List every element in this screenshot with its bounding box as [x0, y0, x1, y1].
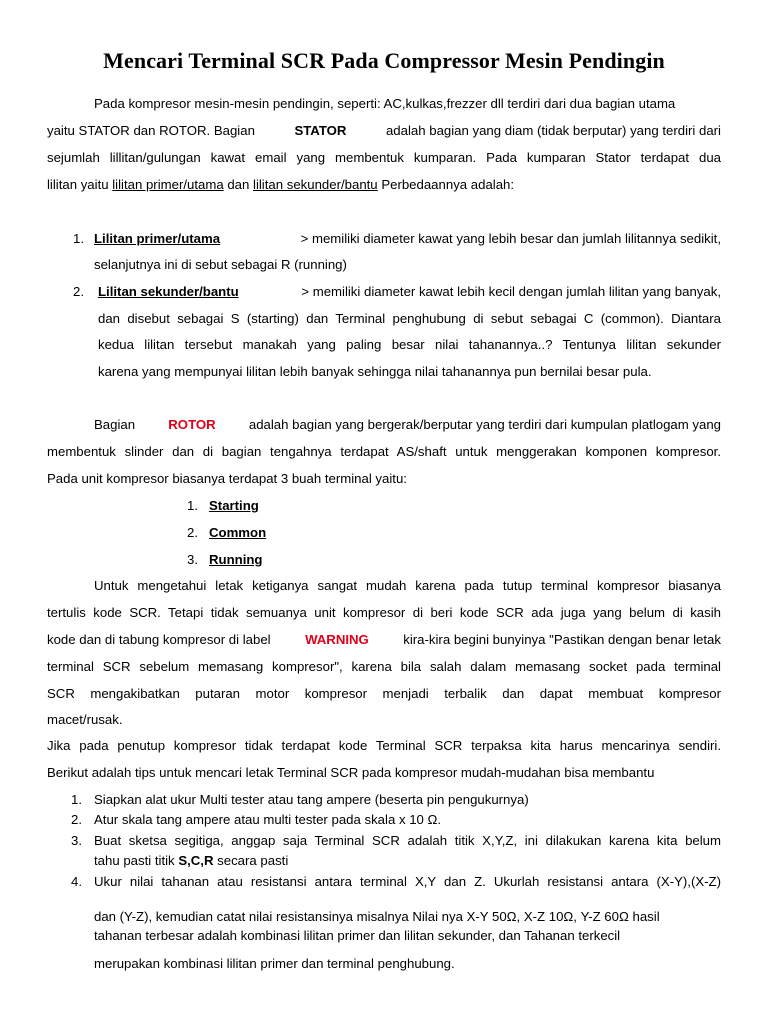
- step-4-line-4: merupakan kombinasi lilitan primer dan terminal penghubung.: [94, 956, 455, 971]
- document-title: Mencari Terminal SCR Pada Compressor Mesin Pendingin: [103, 48, 665, 73]
- winding-2-term: Lilitan sekunder/bantu: [98, 284, 239, 299]
- step-3-number: 3.: [71, 833, 82, 848]
- para3-line-6: macet/rusak.: [47, 712, 123, 727]
- step-4-number: 4.: [71, 874, 82, 889]
- rotor-line-3: Pada unit kompresor biasanya terdapat 3 buah terminal yaitu:: [47, 471, 407, 486]
- para3-line-4: terminal SCR sebelum memasang kompresor", karena bila salah dalam memasang socket pada terminal: [47, 659, 721, 674]
- step-3-line-1: Buat sketsa segitiga, anggap saja Terminal SCR adalah titik X,Y,Z, ini dilakukan karena kita belum: [94, 833, 721, 848]
- winding-2-line-3: kedua lilitan tersebut manakah yang paling besar nilai tahanannya..? Tentunya lilitan sekunder: [98, 337, 721, 352]
- rotor-term: ROTOR: [168, 417, 216, 432]
- winding-2-text: > memiliki diameter kawat lebih kecil dengan jumlah lilitan yang banyak,: [301, 284, 721, 299]
- winding-1-number: 1.: [73, 231, 84, 246]
- intro-line-2: [47, 123, 721, 138]
- primary-winding-link: lilitan primer/utama: [112, 177, 224, 192]
- winding-2-number: 2.: [73, 284, 84, 299]
- intro-line-4: [47, 177, 514, 192]
- winding-1-line-2: selanjutnya ini di sebut sebagai R (running): [94, 257, 347, 272]
- terminal-3-number: 3.: [187, 552, 198, 567]
- para3-line-2: tertulis kode SCR. Tetapi tidak semuanya unit kompresor di beri kode SCR ada juga yang belum di kasih: [47, 605, 721, 620]
- para3-text: kira-kira begini bunyinya "Pastikan dengan benar letak: [403, 632, 721, 647]
- winding-2-line-4: karena yang mempunyai lilitan lebih banyak sehingga nilai tahanannya pun bernilai besar pula.: [98, 364, 652, 379]
- winding-1-text: > memiliki diameter kawat yang lebih besar dan jumlah lilitannya sedikit,: [300, 231, 721, 246]
- intro-line-3: sejumlah lillitan/gulungan kawat email yang membentuk kumparan. Pada kumparan Stator terdapat dua: [47, 150, 721, 165]
- para3-line-5: SCR mengakibatkan putaran motor kompresor menjadi terbalik dan dapat membuat kompresor: [47, 686, 721, 701]
- para3-line-1: Untuk mengetahui letak ketiganya sangat mudah karena pada tutup terminal kompresor biasanya: [94, 578, 721, 593]
- step-3-line-2: [94, 853, 288, 868]
- step-1-text: Siapkan alat ukur Multi tester atau tang ampere (beserta pin pengukurnya): [94, 792, 529, 807]
- terminal-starting: Starting: [209, 498, 259, 513]
- stator-term: STATOR: [294, 123, 347, 138]
- rotor-line-2: membentuk slinder dan di bagian tengahnya terdapat AS/shaft untuk menggerakan komponen kompresor.: [47, 444, 721, 459]
- winding-1-term: Lilitan primer/utama: [94, 231, 221, 246]
- para3-line-3: [47, 632, 721, 647]
- terminal-2-number: 2.: [187, 525, 198, 540]
- winding-1-line-1: [94, 231, 721, 246]
- rotor-text: adalah bagian yang bergerak/berputar yang terdiri dari kumpulan platlogam yang: [248, 417, 721, 432]
- para4-line-2: Berikut adalah tips untuk mencari letak Terminal SCR pada kompresor mudah-mudahan bisa membantu: [47, 765, 655, 780]
- secondary-winding-link: lilitan sekunder/bantu: [253, 177, 378, 192]
- intro-text: Perbedaannya adalah:: [381, 177, 515, 192]
- para4-line-1: Jika pada penutup kompresor tidak terdapat kode Terminal SCR terpaksa kita harus mencarinya sendiri.: [47, 738, 721, 753]
- step-2-text: Atur skala tang ampere atau multi tester pada skala x 10 Ω.: [94, 812, 442, 827]
- step-4-line-2: dan (Y-Z), kemudian catat nilai resistansinya misalnya Nilai nya X-Y 50Ω, X-Z 10Ω, Y-Z 60Ω hasil: [94, 909, 660, 924]
- step-2-number: 2.: [71, 812, 82, 827]
- terminal-common: Common: [209, 525, 267, 540]
- warning-term: WARNING: [305, 632, 369, 647]
- scr-term: S,C,R: [178, 853, 214, 868]
- intro-text: lilitan yaitu: [47, 177, 109, 192]
- intro-text: adalah bagian yang diam (tidak berputar) yang terdiri dari: [385, 123, 721, 138]
- step-4-line-3: tahanan terbesar adalah kombinasi lilitan primer dan lilitan sekunder, dan Tahanan terkecil: [94, 928, 621, 943]
- intro-text: dan: [227, 177, 250, 192]
- step-4-line-1: Ukur nilai tahanan atau resistansi antara terminal X,Y dan Z. Ukurlah resistansi antara (X-Y),(X-Z): [94, 874, 721, 889]
- intro-line-1: Pada kompresor mesin-mesin pendingin, seperti: AC,kulkas,frezzer dll terdiri dari dua bagian utama: [94, 96, 676, 111]
- step-3-text: secara pasti: [217, 853, 289, 868]
- winding-2-line-1: [98, 284, 721, 299]
- rotor-text: Bagian: [94, 417, 136, 432]
- rotor-line-1: [94, 417, 721, 432]
- terminal-1-number: 1.: [187, 498, 198, 513]
- intro-text: yaitu STATOR dan ROTOR. Bagian: [47, 123, 255, 138]
- step-3-text: tahu pasti titik: [94, 853, 175, 868]
- step-1-number: 1.: [71, 792, 82, 807]
- para3-text: kode dan di tabung kompresor di label: [47, 632, 271, 647]
- terminal-running: Running: [209, 552, 263, 567]
- winding-2-line-2: dan disebut sebagai S (starting) dan Terminal penghubung di sebut sebagai C (common). Diantara: [98, 311, 721, 326]
